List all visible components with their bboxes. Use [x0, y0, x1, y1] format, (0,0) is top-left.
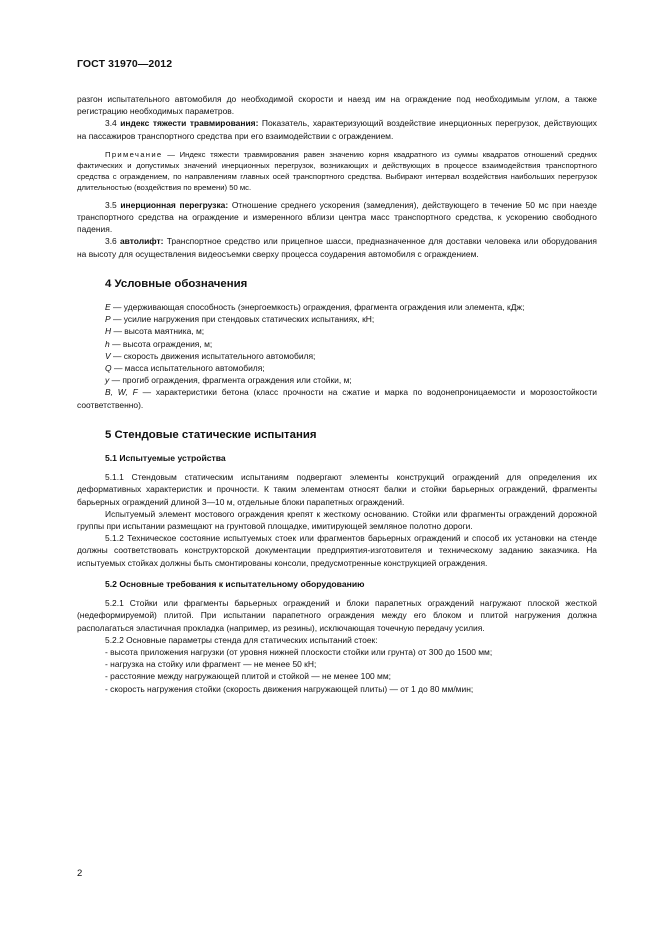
list-item: - расстояние между нагружающей плитой и стойкой — не менее 100 мм; — [105, 671, 391, 682]
symbol-item: h — высота ограждения, м; — [105, 338, 213, 349]
page-content — [77, 93, 597, 695]
symbol-item: B, W, F — характеристики бетона (класс прочности на сжатие и марка по водонепроницаемости и морозостойкости соответственно). — [77, 387, 597, 410]
page-number: 2 — [77, 868, 83, 879]
term-3-4: 3.4 индекс тяжести травмирования: Показатель, характеризующий воздействие инерционных перегрузок, действующих на пассажиров транспортного средства при его взаимодействии с ограждением. — [77, 118, 597, 141]
paragraph-continuation: разгон испытательного автомобиля до необходимой скорости и наезд им на ограждение под необходимым углом, а также регистрацию необходимых параметров. — [77, 94, 597, 117]
symbol-item: E — удерживающая способность (энергоемкость) ограждения, фрагмента ограждения или элемента, кДж; — [105, 302, 525, 313]
note-label: Примечание — [105, 149, 163, 159]
list-item: - высота приложения нагрузки (от уровня нижней плоскости стойки или грунта) от 300 до 1500 мм; — [105, 646, 493, 657]
note: Примечание — Индекс тяжести травмирования равен значению корня квадратного из суммы квадратов отношений средних фактических и допустимых значений инерционных перегрузок, возникающих и действующих в процессе взаимодействия транспортного средства с ограждением, по направлениям главных осей транспортного средства. Выбирают интервал воздействия наибольших перегрузок длительностью (воздействия по времени) 50 мс. — [77, 149, 597, 192]
term-3-6: 3.6 автолифт: Транспортное средство или прицепное шасси, предназначенное для доставки человека или оборудования на высоту для осуществления видеосъемки сверху процесса соударения автомобиля с ограждением. — [77, 236, 597, 259]
list-item: - скорость нагружения стойки (скорость движения нагружающей плиты) — от 1 до 80 мм/мин; — [105, 683, 474, 694]
term-3-4-name: индекс тяжести травмирования: — [120, 118, 259, 129]
section-4-title: 4 Условные обозначения — [105, 277, 248, 290]
paragraph-5-2-2: 5.2.2 Основные параметры стенда для статических испытаний стоек: — [105, 634, 378, 645]
paragraph-5-1-2: 5.1.2 Техническое состояние испытуемых стоек или фрагментов барьерных ограждений и способ их установки на стенде должны соответствовать конструкторской документации предприятия-изготовителя и техническому заданию заказчика. На испытуемых стойках должны быть смонтированы консоли, предусмотренные конструкцией ограждения. — [77, 533, 597, 568]
paragraph-5-1-1: 5.1.1 Стендовым статическим испытаниям подвергают элементы конструкций ограждений для определения их деформативных характеристик и прочности. К таким элементам относят балки и стойки барьерных ограждений, фрагменты барьерных ограждений длиной 3—10 м, отдельные блоки парапетных ограждений. — [77, 472, 597, 507]
subsection-5-2-title: 5.2 Основные требования к испытательному оборудованию — [105, 578, 365, 589]
paragraph-5-1-1-b: Испытуемый элемент мостового ограждения крепят к жесткому основанию. Стойки или фрагменты ограждений дорожной группы при испытании размещают на грунтовой площадке, имитирующей земляное полотно дороги. — [77, 508, 597, 532]
section-5-title: 5 Стендовые статические испытания — [105, 428, 317, 441]
symbol-item: y — прогиб ограждения, фрагмента ограждения или стойки, м; — [105, 375, 352, 386]
symbol-item: H — высота маятника, м; — [105, 326, 205, 337]
subsection-5-1-title: 5.1 Испытуемые устройства — [105, 453, 226, 464]
document-header: ГОСТ 31970—2012 — [77, 58, 173, 70]
paragraph-5-2-1: 5.2.1 Стойки или фрагменты барьерных ограждений и блоки парапетных ограждений нагружают плоской жесткой (недеформируемой) плитой. При испытании парапетного ограждения между его блоком и плитой нагружения должна располагаться эластичная прокладка (например, из резины), исключающая точечную передачу усилия. — [77, 598, 597, 633]
term-3-5-name: инерционная перегрузка: — [120, 199, 229, 210]
list-item: - нагрузка на стойку или фрагмент — не менее 50 кН; — [105, 659, 317, 670]
term-3-6-name: автолифт: — [119, 236, 164, 247]
symbol-item: P — усилие нагружения при стендовых статических испытаниях, кН; — [105, 314, 375, 325]
term-3-5: 3.5 инерционная перегрузка: Отношение среднего ускорения (замедления), действующего в течение 50 мс при наезде транспортного средства на ограждение и измеренного вблизи центра масс транспортного средства, к ускорению свободного падения. — [77, 199, 597, 235]
symbol-item: V — скорость движения испытательного автомобиля; — [105, 350, 316, 361]
symbol-item: Q — масса испытательного автомобиля; — [105, 363, 265, 374]
